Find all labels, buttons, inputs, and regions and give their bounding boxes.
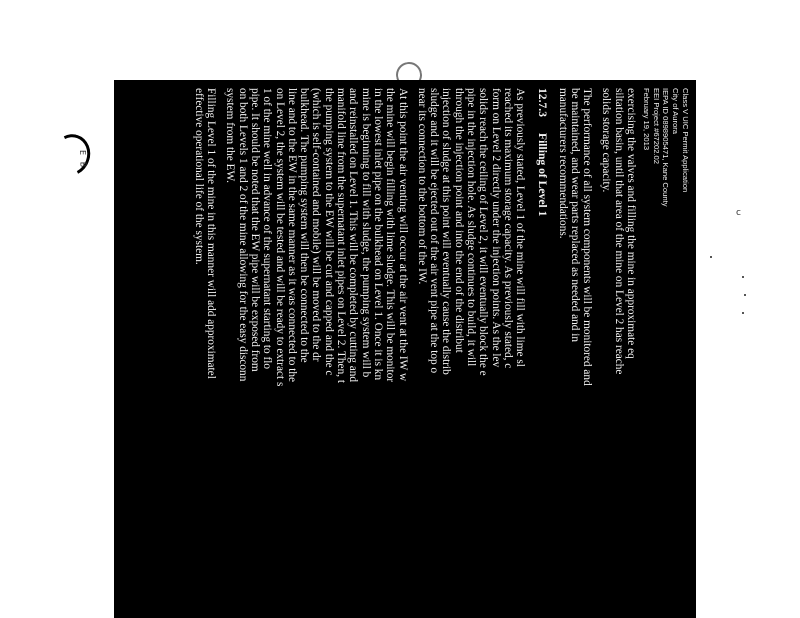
- scan-dot: [710, 256, 712, 258]
- text-line: injection of sludge at this point will eventually cause the distrib: [440, 88, 453, 375]
- text-line: Filling Level 1 of the mine in this manner will add approximatel: [205, 88, 218, 379]
- scan-speck: c: [736, 208, 741, 218]
- paragraph: [416, 88, 527, 618]
- text-line: sludge and it will be ejected out of the air vent pipe at the top o: [428, 88, 441, 374]
- text-line: system from the EW.: [224, 88, 237, 183]
- scan-artifact-arc: [46, 129, 96, 181]
- margin-mark-2: B: [78, 161, 88, 168]
- text-line: manifold line from the supernatant inlet pipes on Level 2. Then, t: [335, 88, 348, 384]
- text-line: mine is beginning to fill with sludge, the pumping system will b: [359, 88, 372, 378]
- text-line: the pumping system to the EW will be cut and capped and the c: [322, 88, 335, 376]
- text-line: As previously stated, Level 1 of the mine will fill with lime sl: [514, 88, 527, 367]
- text-line: the mine will begin filling with lime sludge. This will be monitor: [384, 88, 397, 383]
- text-line: (which is self-contained and mobile) will be moved to the dr: [310, 88, 323, 362]
- text-line: At this point the air venting will occur at the air vent at the IW w: [396, 88, 409, 382]
- section-heading: [535, 88, 549, 618]
- text-line: and reinstalled on Level 1. This will be completed by cutting and: [347, 88, 360, 383]
- scan-dot: [742, 276, 744, 278]
- text-line: in the lowest inlet pipe on the bulkhead on Level 1. Once it is kn: [371, 88, 384, 381]
- section-number: 12.7.3: [536, 88, 550, 117]
- paragraph: [193, 88, 218, 618]
- text-line: manufacturers recommendations.: [556, 88, 569, 239]
- text-line: near its connection to the bottom of the IW.: [415, 88, 428, 285]
- header-line: Class V UIC Permit Application: [681, 88, 690, 193]
- paragraph: [600, 88, 637, 618]
- text-line: through the injection point and into the end of the distribut: [452, 88, 465, 353]
- scan-dot: [742, 312, 744, 314]
- paragraph: [556, 88, 593, 618]
- text-line: pipe in the injection hole. As sludge continues to build, it will: [465, 88, 478, 367]
- rotated-page-content: [114, 80, 696, 618]
- page-header: [641, 88, 690, 618]
- text-line: on both Levels 1 and 2 of the mine allowing for the easy disconn: [236, 88, 249, 382]
- header-line: IEPA ID 0898905471, Kane County: [661, 88, 671, 207]
- header-line: EEI Project #67202.02: [651, 88, 661, 164]
- text-line: line and to the EW in the same manner as it was connected to the: [285, 88, 298, 383]
- text-line: effective operational life of the system.: [192, 88, 205, 265]
- text-line: pipe. It should be noted that the EW pipe will be exposed from: [249, 88, 261, 372]
- text-line: on Level 2, the system will be tested and will be ready to extract s: [273, 88, 286, 387]
- text-line: solids storage capacity.: [600, 88, 613, 193]
- section-title: Filling of Level 1: [536, 132, 550, 217]
- header-line: February 19, 2013: [641, 88, 651, 151]
- text-line: The performance of all system components will be monitored and: [581, 88, 594, 386]
- text-line: bulkhead. The pumping system will then be connected to the: [298, 88, 311, 363]
- text-line: siltation basin, until that area of the mine on Level 2 has reache: [612, 88, 625, 375]
- margin-mark-1: E: [78, 149, 88, 156]
- scan-dot: [744, 294, 746, 296]
- text-line: be maintained, and wear parts replaced as needed and in: [568, 88, 581, 343]
- document-page: [114, 80, 696, 618]
- header-line: City of Aurora: [671, 88, 681, 135]
- paragraph: [224, 88, 408, 618]
- text-line: reached its maximum storage capacity. As previously stated, c: [501, 88, 514, 369]
- text-line: form on Level 2 directly under the injection points. As the lev: [489, 88, 502, 368]
- text-line: 1 of the mine well in advance of the supernatant starting to flo: [261, 88, 274, 370]
- text-line: solids reach the ceiling of Level 2, it will eventually block the e: [477, 88, 490, 376]
- text-line: exercising the valves and filling the mine in approximate eq: [625, 88, 638, 359]
